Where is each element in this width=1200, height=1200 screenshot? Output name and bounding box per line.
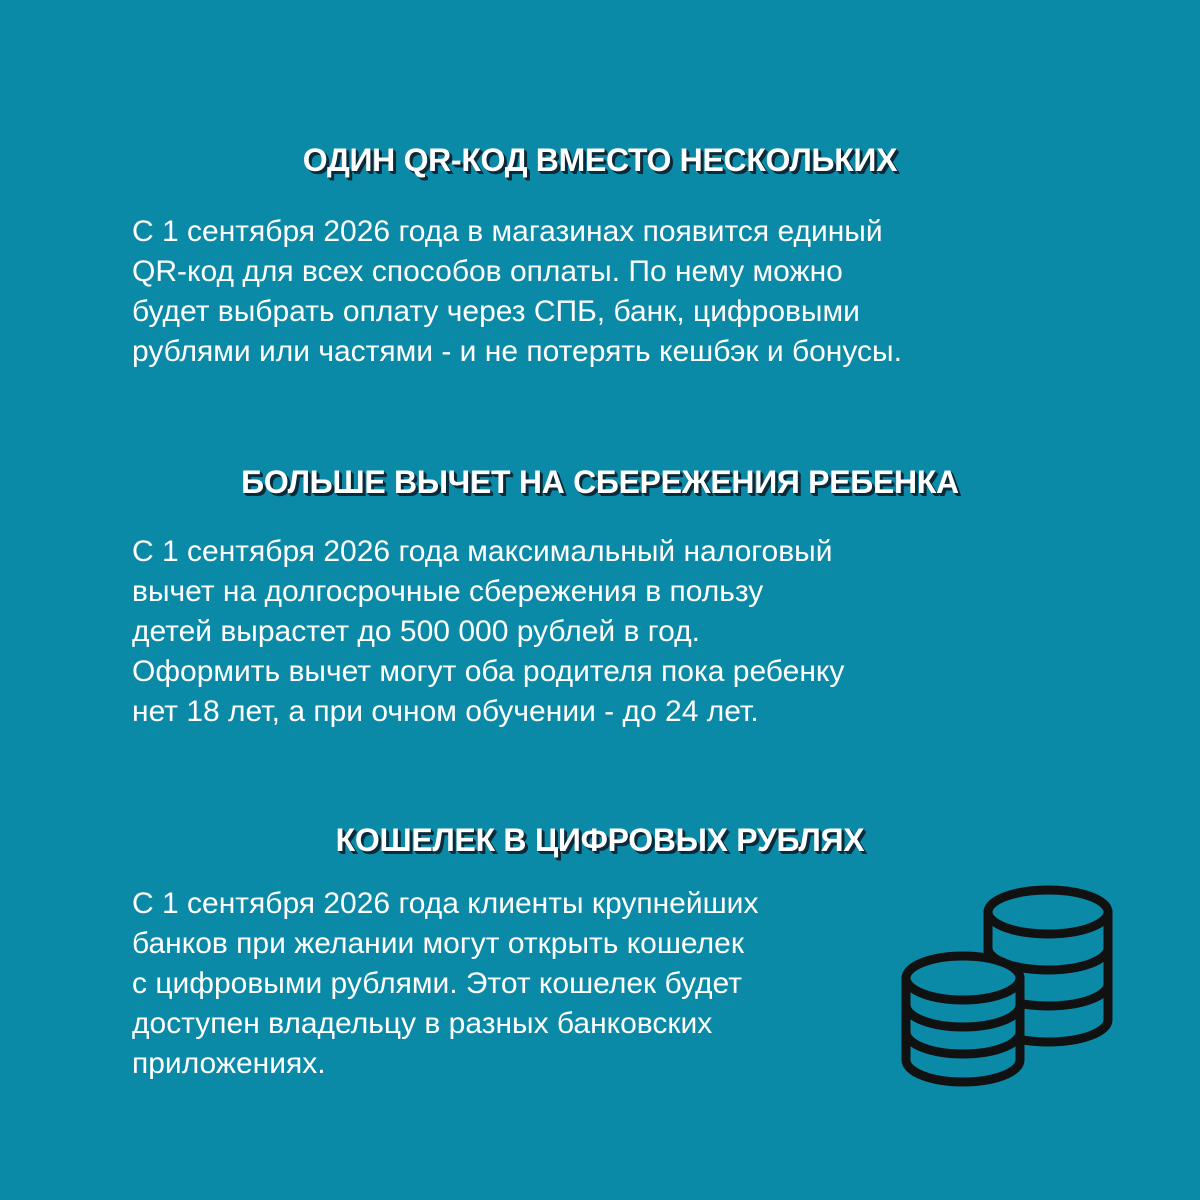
section-title-child-savings: БОЛЬШЕ ВЫЧЕТ НА СБЕРЕЖЕНИЯ РЕБЕНКА — [241, 464, 959, 500]
text-line: вычет на долгосрочные сбережения в пользу — [132, 575, 764, 608]
text-line: QR-код для всех способов оплаты. По нему можно — [132, 255, 843, 288]
section-title-digital-wallet: КОШЕЛЕК В ЦИФРОВЫХ РУБЛЯХ — [335, 822, 865, 858]
coin-stacks-icon — [898, 878, 1120, 1092]
text-line: доступен владельцу в разных банковских — [132, 1007, 713, 1040]
section-text-digital-wallet — [132, 884, 758, 1084]
text-line: нет 18 лет, а при очном обучении - до 24 лет. — [132, 695, 759, 728]
section-text-qr-code — [132, 212, 902, 372]
text-line: С 1 сентября 2026 года максимальный налоговый — [132, 535, 833, 568]
text-line: С 1 сентября 2026 года клиенты крупнейших — [132, 887, 759, 920]
text-line: рублями или частями - и не потерять кешбэк и бонусы. — [132, 335, 902, 368]
section-text-child-savings — [132, 532, 844, 732]
text-line: детей вырастет до 500 000 рублей в год. — [132, 615, 700, 648]
text-line: с цифровыми рублями. Этот кошелек будет — [132, 967, 742, 1000]
text-line: банков при желании могут открыть кошелек — [132, 927, 744, 960]
text-line: приложениях. — [132, 1047, 326, 1080]
text-line: Оформить вычет могут оба родителя пока ребенку — [132, 655, 845, 688]
text-line: С 1 сентября 2026 года в магазинах появится единый — [132, 215, 883, 248]
section-title-qr-code: ОДИН QR-КОД ВМЕСТО НЕСКОЛЬКИХ — [302, 142, 898, 178]
text-line: будет выбрать оплату через СПБ, банк, цифровыми — [132, 295, 860, 328]
